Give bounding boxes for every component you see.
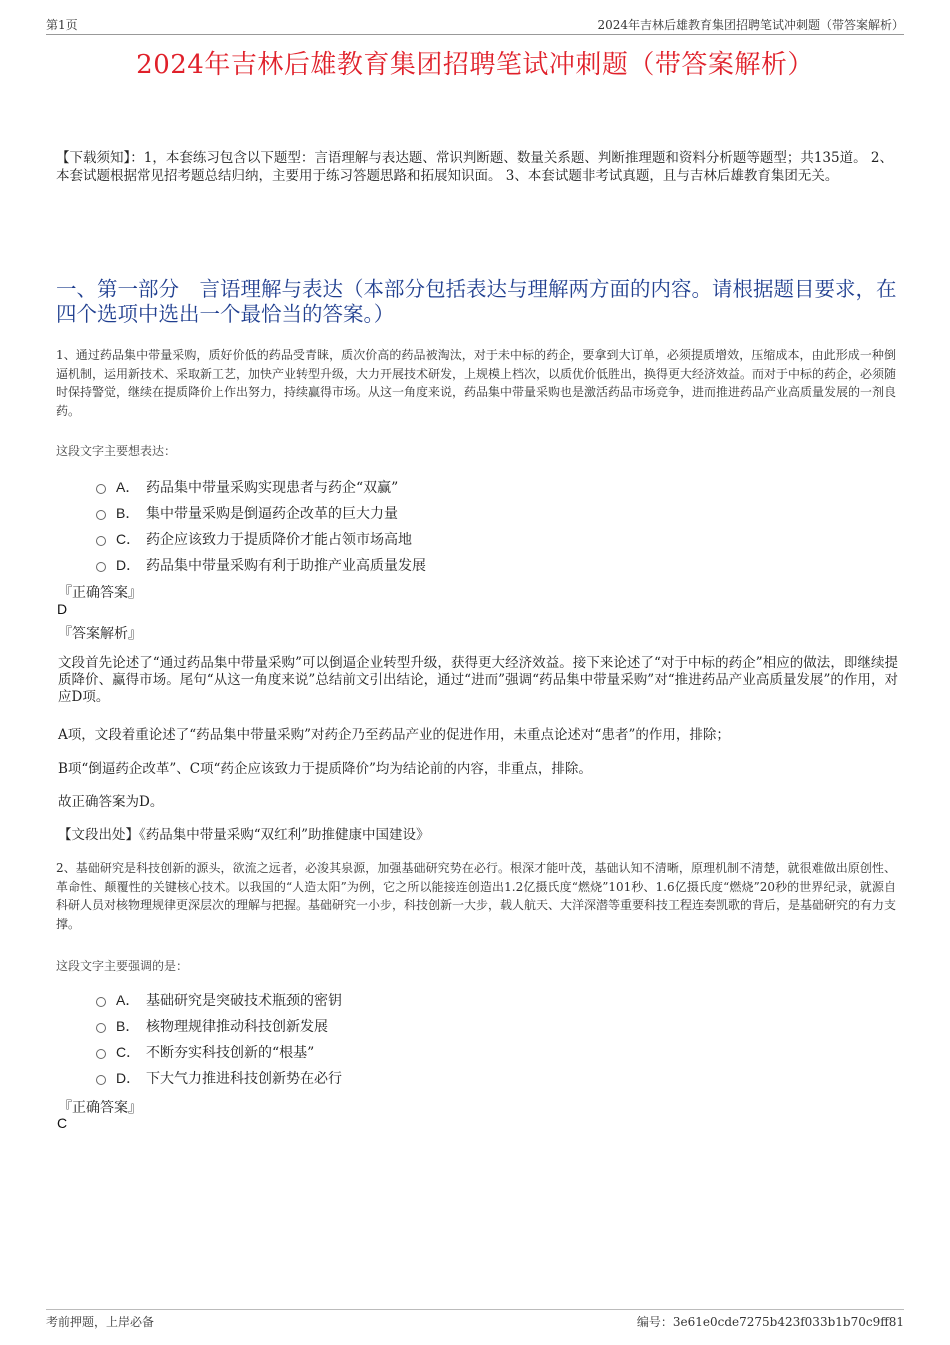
footer-divider (46, 1309, 904, 1310)
radio-icon[interactable] (96, 1075, 106, 1085)
analysis-paragraph: A项，文段着重论述了“药品集中带量采购”对药企乃至药品产业的促进作用，未重点论述对“患者”的作用，排除； (58, 727, 730, 743)
option-letter: C． (116, 531, 141, 547)
option-text: 下大气力推进科技创新势在必行 (146, 1071, 342, 1087)
option-letter: D． (116, 1070, 141, 1086)
page-header (46, 14, 904, 35)
option-letter: A． (116, 992, 140, 1008)
option-b[interactable] (96, 1013, 342, 1039)
option-text: 集中带量采购是倒逼药企改革的巨大力量 (146, 506, 398, 522)
question-2-passage: 2、基础研究是科技创新的源头，欲流之远者，必浚其泉源，加强基础研究势在必行。根深才能叶茂，基础认知不清晰，原理机制不清楚，就很难做出原创性、革命性、颠覆性的关键核心技术。以我国的“人造太阳”为例，它之所以能接连创造出1.2亿摄氏度“燃烧”101秒、1.6亿摄氏度“燃烧”20秒的世界纪录，就源自科研人员对核物理规律更深层次的理解与把握。基础研究一小步，科技创新一大步，载人航天、大洋深潜等重要科技工程连奏凯歌的背后，是基础研究的有力支撑。 (56, 861, 897, 931)
question-2-options (96, 987, 342, 1091)
radio-icon[interactable] (96, 484, 106, 494)
radio-icon[interactable] (96, 997, 106, 1007)
footer-serial: 编号：3e61e0cde7275b423f033b1b70c9ff81 (636, 1315, 904, 1329)
correct-answer: C (57, 1115, 68, 1131)
option-text: 药品集中带量采购有利于助推产业高质量发展 (146, 558, 426, 574)
option-letter: D． (116, 557, 141, 573)
source-citation: 【文段出处】《药品集中带量采购“双红利”助推健康中国建设》 (58, 827, 430, 843)
option-text: 药企应该致力于提质降价才能占领市场高地 (146, 532, 412, 548)
radio-icon[interactable] (96, 1023, 106, 1033)
question-1-passage: 1、通过药品集中带量采购，质好价低的药品受青睐，质次价高的药品被淘汰，对于未中标的药企，要拿到大订单，必须提质增效，压缩成本，由此形成一种倒逼机制，运用新技术、采取新工艺，加快产业转型升级，大力开展技术研发，上规模上档次，以质优价低胜出，换得更大经济效益。而对于中标的药企，必须随时保持警觉，继续在提质降价上作出努力，持续赢得市场。从这一角度来说，药品集中带量采购也是激活药品市场竞争，进而推进药品产业高质量发展的一剂良药。 (56, 348, 897, 418)
page-number: 第1页 (46, 18, 78, 32)
download-notice: 【下载须知】：1，本套练习包含以下题型：言语理解与表达题、常识判断题、数量关系题、判断推理题和资料分析题等题型；共135道。 2、本套试题根据常见招考题总结归纳，主要用于练习答题思路和拓展知识面。 3、本套试题非考试真题，且与吉林后雄教育集团无关。 (56, 150, 893, 184)
option-letter: B． (116, 1018, 140, 1034)
section-title: 一、第一部分 言语理解与表达（本部分包括表达与理解两方面的内容。请根据题目要求，在四个选项中选出一个最恰当的答案。） (56, 277, 897, 326)
analysis-label: 『答案解析』 (58, 626, 142, 642)
question-1-prompt: 这段文字主要想表达： (56, 444, 177, 458)
option-text: 不断夯实科技创新的“根基” (146, 1045, 315, 1061)
option-text: 基础研究是突破技术瓶颈的密钥 (146, 993, 342, 1009)
correct-answer: D (57, 601, 68, 617)
option-c[interactable] (96, 1039, 342, 1065)
option-a[interactable] (96, 987, 342, 1013)
radio-icon[interactable] (96, 510, 106, 520)
analysis-paragraph: 故正确答案为D。 (58, 794, 164, 810)
option-letter: A． (116, 479, 140, 495)
page-title: 2024年吉林后雄教育集团招聘笔试冲刺题（带答案解析） (136, 50, 814, 80)
option-c[interactable] (96, 526, 426, 552)
option-a[interactable] (96, 474, 426, 500)
option-letter: B． (116, 505, 140, 521)
option-d[interactable] (96, 552, 426, 578)
footer-slogan: 考前押题，上岸必备 (46, 1315, 155, 1329)
analysis-paragraph: B项“倒逼药企改革”、C项“药企应该致力于提质降价”均为结论前的内容，非重点，排除。 (58, 761, 592, 777)
option-d[interactable] (96, 1065, 342, 1091)
option-letter: C． (116, 1044, 141, 1060)
radio-icon[interactable] (96, 536, 106, 546)
option-text: 药品集中带量采购实现患者与药企“双赢” (146, 480, 399, 496)
option-text: 核物理规律推动科技创新发展 (146, 1019, 328, 1035)
header-doc-title: 2024年吉林后雄教育集团招聘笔试冲刺题（带答案解析） (597, 18, 904, 32)
question-1-options (96, 474, 426, 578)
option-b[interactable] (96, 500, 426, 526)
correct-answer-label: 『正确答案』 (58, 1100, 142, 1116)
analysis-paragraph: 文段首先论述了“通过药品集中带量采购”可以倒逼企业转型升级，获得更大经济效益。接下来论述了“对于中标的药企”相应的做法，即继续提质降价、赢得市场。尾句“从这一角度来说”总结前文引出结论，通过“进而”强调“药品集中带量采购”对“推进药品产业高质量发展”的作用，对应D项。 (58, 655, 898, 705)
radio-icon[interactable] (96, 562, 106, 572)
question-2-prompt: 这段文字主要强调的是： (56, 959, 189, 973)
radio-icon[interactable] (96, 1049, 106, 1059)
correct-answer-label: 『正确答案』 (58, 585, 142, 601)
